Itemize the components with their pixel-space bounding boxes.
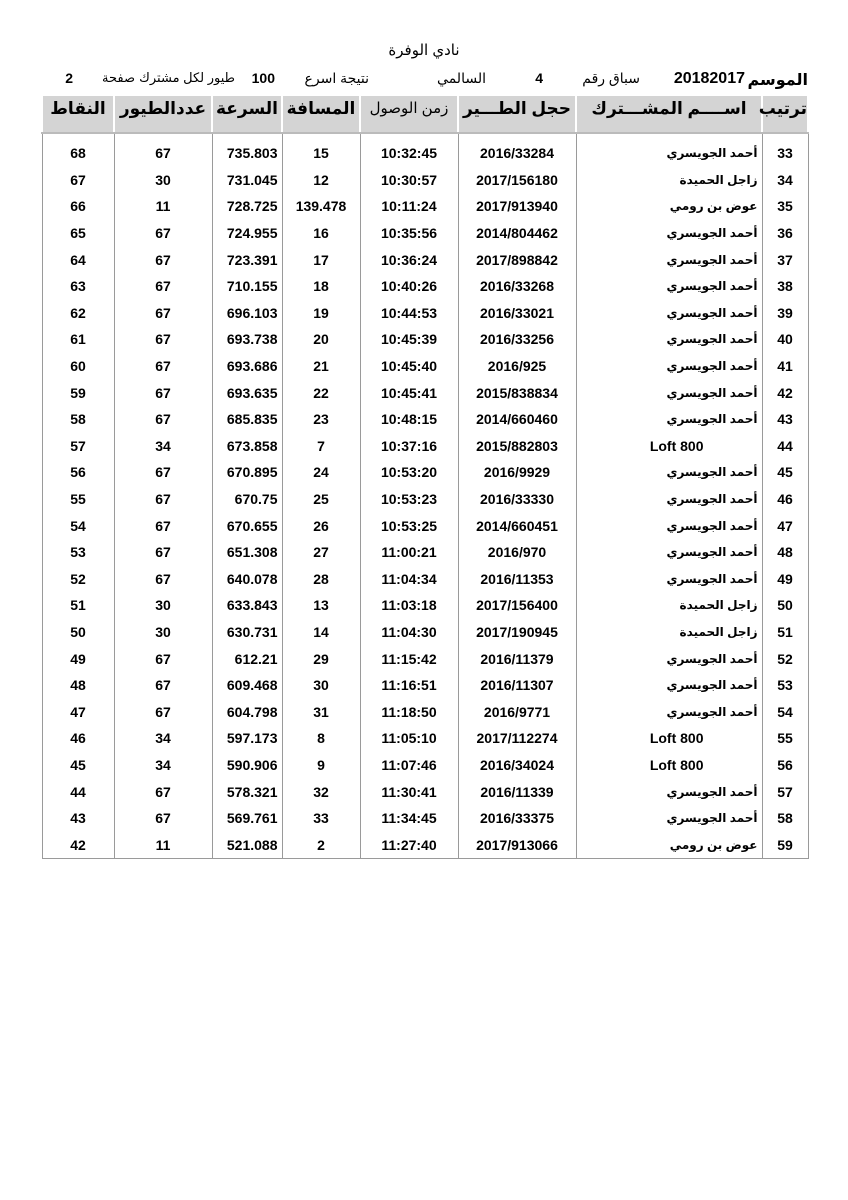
distance-cell: 23 bbox=[282, 406, 360, 433]
distance-cell: 8 bbox=[282, 725, 360, 752]
points-cell: 48 bbox=[42, 672, 114, 699]
speed-cell: 633.843 bbox=[212, 592, 282, 619]
participant-cell: أحمد الجويسري bbox=[576, 698, 762, 725]
points-cell: 67 bbox=[42, 167, 114, 194]
table-row bbox=[42, 805, 808, 832]
bird-count-cell: 34 bbox=[114, 433, 212, 460]
table-row bbox=[42, 246, 808, 273]
distance-cell: 29 bbox=[282, 645, 360, 672]
participant-cell: أحمد الجويسري bbox=[576, 300, 762, 327]
bird-count-cell: 67 bbox=[114, 406, 212, 433]
speed-cell: 569.761 bbox=[212, 805, 282, 832]
speed-cell: 685.835 bbox=[212, 406, 282, 433]
page-label: صفحة bbox=[102, 70, 135, 85]
participant-cell: أحمد الجويسري bbox=[576, 778, 762, 805]
arrival-time-cell: 11:15:42 bbox=[360, 645, 458, 672]
speed-cell: 735.803 bbox=[212, 133, 282, 167]
points-cell: 64 bbox=[42, 246, 114, 273]
col-name: اســــم المشـــترك bbox=[576, 96, 762, 133]
bird-count-cell: 67 bbox=[114, 273, 212, 300]
speed-cell: 693.738 bbox=[212, 326, 282, 353]
table-row bbox=[42, 486, 808, 513]
points-cell: 62 bbox=[42, 300, 114, 327]
table-row bbox=[42, 433, 808, 460]
participant-cell: Loft 800 bbox=[576, 433, 762, 460]
points-cell: 50 bbox=[42, 619, 114, 646]
distance-cell: 14 bbox=[282, 619, 360, 646]
points-cell: 49 bbox=[42, 645, 114, 672]
points-cell: 56 bbox=[42, 459, 114, 486]
points-cell: 57 bbox=[42, 433, 114, 460]
distance-cell: 25 bbox=[282, 486, 360, 513]
results-table bbox=[41, 96, 809, 859]
distance-cell: 21 bbox=[282, 353, 360, 380]
rank-cell: 34 bbox=[762, 167, 808, 194]
col-speed: السرعة bbox=[212, 96, 282, 133]
arrival-time-cell: 10:37:16 bbox=[360, 433, 458, 460]
rank-cell: 33 bbox=[762, 133, 808, 167]
result-label: نتيجة اسرع bbox=[304, 70, 369, 86]
rank-cell: 45 bbox=[762, 459, 808, 486]
arrival-time-cell: 10:45:39 bbox=[360, 326, 458, 353]
ring-cell: 2017/913940 bbox=[458, 193, 576, 220]
arrival-time-cell: 11:04:34 bbox=[360, 566, 458, 593]
ring-cell: 2016/33284 bbox=[458, 133, 576, 167]
col-time: زمن الوصول bbox=[360, 96, 458, 133]
table-row bbox=[42, 326, 808, 353]
speed-cell: 651.308 bbox=[212, 539, 282, 566]
participant-cell: زاجل الحميدة bbox=[576, 592, 762, 619]
arrival-time-cell: 10:36:24 bbox=[360, 246, 458, 273]
arrival-time-cell: 11:34:45 bbox=[360, 805, 458, 832]
ring-cell: 2016/925 bbox=[458, 353, 576, 380]
distance-cell: 2 bbox=[282, 831, 360, 858]
table-body bbox=[42, 133, 808, 859]
participant-cell: أحمد الجويسري bbox=[576, 805, 762, 832]
points-cell: 63 bbox=[42, 273, 114, 300]
bird-count-cell: 67 bbox=[114, 566, 212, 593]
bird-count-cell: 34 bbox=[114, 725, 212, 752]
ring-cell: 2016/33021 bbox=[458, 300, 576, 327]
table-row bbox=[42, 353, 808, 380]
ring-cell: 2016/11379 bbox=[458, 645, 576, 672]
rank-cell: 35 bbox=[762, 193, 808, 220]
ring-cell: 2015/838834 bbox=[458, 379, 576, 406]
speed-cell: 521.088 bbox=[212, 831, 282, 858]
ring-cell: 2016/11307 bbox=[458, 672, 576, 699]
rank-cell: 52 bbox=[762, 645, 808, 672]
bird-count-cell: 30 bbox=[114, 592, 212, 619]
participant-cell: زاجل الحميدة bbox=[576, 619, 762, 646]
bird-count-cell: 67 bbox=[114, 459, 212, 486]
bird-count-cell: 30 bbox=[114, 619, 212, 646]
participant-cell: أحمد الجويسري bbox=[576, 406, 762, 433]
points-cell: 58 bbox=[42, 406, 114, 433]
bird-count-cell: 67 bbox=[114, 512, 212, 539]
bird-count-cell: 67 bbox=[114, 486, 212, 513]
col-count: عددالطيور bbox=[114, 96, 212, 133]
bird-count-cell: 30 bbox=[114, 167, 212, 194]
points-cell: 46 bbox=[42, 725, 114, 752]
table-row bbox=[42, 645, 808, 672]
distance-cell: 33 bbox=[282, 805, 360, 832]
rank-cell: 47 bbox=[762, 512, 808, 539]
speed-cell: 578.321 bbox=[212, 778, 282, 805]
table-row bbox=[42, 672, 808, 699]
table-row bbox=[42, 133, 808, 167]
points-cell: 44 bbox=[42, 778, 114, 805]
bird-count-cell: 67 bbox=[114, 300, 212, 327]
table-row bbox=[42, 406, 808, 433]
table-row bbox=[42, 193, 808, 220]
rank-cell: 50 bbox=[762, 592, 808, 619]
distance-cell: 9 bbox=[282, 752, 360, 779]
table-row bbox=[42, 592, 808, 619]
rank-cell: 58 bbox=[762, 805, 808, 832]
col-ring: حجل الطـــير bbox=[458, 96, 576, 133]
ring-cell: 2016/9929 bbox=[458, 459, 576, 486]
distance-cell: 28 bbox=[282, 566, 360, 593]
participant-cell: Loft 800 bbox=[576, 752, 762, 779]
rank-cell: 36 bbox=[762, 220, 808, 247]
bird-count-cell: 67 bbox=[114, 353, 212, 380]
rank-cell: 40 bbox=[762, 326, 808, 353]
bird-count-cell: 67 bbox=[114, 246, 212, 273]
speed-cell: 640.078 bbox=[212, 566, 282, 593]
rank-cell: 43 bbox=[762, 406, 808, 433]
distance-cell: 32 bbox=[282, 778, 360, 805]
rank-cell: 44 bbox=[762, 433, 808, 460]
participant-cell: أحمد الجويسري bbox=[576, 246, 762, 273]
points-cell: 66 bbox=[42, 193, 114, 220]
distance-cell: 22 bbox=[282, 379, 360, 406]
col-points: النقاط bbox=[42, 96, 114, 133]
race-label: سباق رقم bbox=[582, 70, 640, 86]
ring-cell: 2017/156400 bbox=[458, 592, 576, 619]
participant-cell: أحمد الجويسري bbox=[576, 566, 762, 593]
ring-cell: 2016/9771 bbox=[458, 698, 576, 725]
participant-cell: عوض بن رومي bbox=[576, 193, 762, 220]
arrival-time-cell: 10:45:41 bbox=[360, 379, 458, 406]
rank-cell: 53 bbox=[762, 672, 808, 699]
bird-count-cell: 34 bbox=[114, 752, 212, 779]
participant-cell: أحمد الجويسري bbox=[576, 486, 762, 513]
table-row bbox=[42, 566, 808, 593]
rank-cell: 38 bbox=[762, 273, 808, 300]
distance-cell: 31 bbox=[282, 698, 360, 725]
speed-cell: 723.391 bbox=[212, 246, 282, 273]
ring-cell: 2016/33375 bbox=[458, 805, 576, 832]
speed-cell: 670.655 bbox=[212, 512, 282, 539]
table-row bbox=[42, 459, 808, 486]
table-row bbox=[42, 167, 808, 194]
arrival-time-cell: 10:30:57 bbox=[360, 167, 458, 194]
ring-cell: 2016/11339 bbox=[458, 778, 576, 805]
arrival-time-cell: 10:40:26 bbox=[360, 273, 458, 300]
table-row bbox=[42, 725, 808, 752]
arrival-time-cell: 11:00:21 bbox=[360, 539, 458, 566]
distance-cell: 15 bbox=[282, 133, 360, 167]
points-cell: 42 bbox=[42, 831, 114, 858]
points-cell: 47 bbox=[42, 698, 114, 725]
participant-cell: أحمد الجويسري bbox=[576, 539, 762, 566]
ring-cell: 2017/112274 bbox=[458, 725, 576, 752]
table-header-row bbox=[42, 96, 808, 133]
speed-cell: 731.045 bbox=[212, 167, 282, 194]
distance-cell: 17 bbox=[282, 246, 360, 273]
points-cell: 45 bbox=[42, 752, 114, 779]
distance-cell: 27 bbox=[282, 539, 360, 566]
season-value: 20182017 bbox=[673, 70, 745, 87]
season-label: الموسم bbox=[747, 72, 808, 89]
distance-cell: 20 bbox=[282, 326, 360, 353]
ring-cell: 2017/913066 bbox=[458, 831, 576, 858]
table-row bbox=[42, 752, 808, 779]
result-count: 100 bbox=[251, 70, 275, 86]
bird-count-cell: 67 bbox=[114, 379, 212, 406]
distance-cell: 18 bbox=[282, 273, 360, 300]
distance-cell: 12 bbox=[282, 167, 360, 194]
table-row bbox=[42, 539, 808, 566]
arrival-time-cell: 10:45:40 bbox=[360, 353, 458, 380]
distance-cell: 139.478 bbox=[282, 193, 360, 220]
speed-cell: 590.906 bbox=[212, 752, 282, 779]
distance-cell: 7 bbox=[282, 433, 360, 460]
arrival-time-cell: 11:30:41 bbox=[360, 778, 458, 805]
ring-cell: 2017/190945 bbox=[458, 619, 576, 646]
table-row bbox=[42, 220, 808, 247]
arrival-time-cell: 10:53:25 bbox=[360, 512, 458, 539]
rank-cell: 59 bbox=[762, 831, 808, 858]
table-row bbox=[42, 778, 808, 805]
points-cell: 51 bbox=[42, 592, 114, 619]
ring-cell: 2016/34024 bbox=[458, 752, 576, 779]
rank-cell: 56 bbox=[762, 752, 808, 779]
page-number: 2 bbox=[65, 70, 73, 86]
participant-cell: عوض بن رومي bbox=[576, 831, 762, 858]
speed-cell: 673.858 bbox=[212, 433, 282, 460]
bird-count-cell: 67 bbox=[114, 672, 212, 699]
rank-cell: 48 bbox=[762, 539, 808, 566]
race-number: 4 bbox=[535, 70, 543, 86]
participant-cell: أحمد الجويسري bbox=[576, 326, 762, 353]
speed-cell: 609.468 bbox=[212, 672, 282, 699]
participant-cell: أحمد الجويسري bbox=[576, 645, 762, 672]
speed-cell: 724.955 bbox=[212, 220, 282, 247]
arrival-time-cell: 10:48:15 bbox=[360, 406, 458, 433]
points-cell: 55 bbox=[42, 486, 114, 513]
arrival-time-cell: 11:27:40 bbox=[360, 831, 458, 858]
rank-cell: 49 bbox=[762, 566, 808, 593]
arrival-time-cell: 11:16:51 bbox=[360, 672, 458, 699]
table-row bbox=[42, 379, 808, 406]
arrival-time-cell: 11:05:10 bbox=[360, 725, 458, 752]
bird-count-cell: 67 bbox=[114, 133, 212, 167]
ring-cell: 2014/660460 bbox=[458, 406, 576, 433]
rank-cell: 55 bbox=[762, 725, 808, 752]
speed-cell: 693.686 bbox=[212, 353, 282, 380]
points-cell: 60 bbox=[42, 353, 114, 380]
rank-cell: 57 bbox=[762, 778, 808, 805]
rank-cell: 51 bbox=[762, 619, 808, 646]
table-row bbox=[42, 698, 808, 725]
rank-cell: 41 bbox=[762, 353, 808, 380]
ring-cell: 2016/33330 bbox=[458, 486, 576, 513]
rank-cell: 39 bbox=[762, 300, 808, 327]
distance-cell: 13 bbox=[282, 592, 360, 619]
speed-cell: 630.731 bbox=[212, 619, 282, 646]
participant-cell: زاجل الحميدة bbox=[576, 167, 762, 194]
table-row bbox=[42, 300, 808, 327]
ring-cell: 2016/33268 bbox=[458, 273, 576, 300]
bird-count-cell: 11 bbox=[114, 193, 212, 220]
bird-count-cell: 67 bbox=[114, 220, 212, 247]
participant-cell: أحمد الجويسري bbox=[576, 220, 762, 247]
participant-cell: أحمد الجويسري bbox=[576, 672, 762, 699]
arrival-time-cell: 11:04:30 bbox=[360, 619, 458, 646]
participant-cell: Loft 800 bbox=[576, 725, 762, 752]
participant-cell: أحمد الجويسري bbox=[576, 353, 762, 380]
points-cell: 59 bbox=[42, 379, 114, 406]
ring-cell: 2016/11353 bbox=[458, 566, 576, 593]
ring-cell: 2014/660451 bbox=[458, 512, 576, 539]
rank-cell: 46 bbox=[762, 486, 808, 513]
rank-cell: 37 bbox=[762, 246, 808, 273]
ring-cell: 2016/970 bbox=[458, 539, 576, 566]
bird-count-cell: 67 bbox=[114, 326, 212, 353]
rank-cell: 54 bbox=[762, 698, 808, 725]
arrival-time-cell: 10:35:56 bbox=[360, 220, 458, 247]
bird-count-cell: 67 bbox=[114, 698, 212, 725]
speed-cell: 670.895 bbox=[212, 459, 282, 486]
arrival-time-cell: 10:53:20 bbox=[360, 459, 458, 486]
distance-cell: 30 bbox=[282, 672, 360, 699]
ring-cell: 2017/156180 bbox=[458, 167, 576, 194]
points-cell: 68 bbox=[42, 133, 114, 167]
points-cell: 52 bbox=[42, 566, 114, 593]
birds-per-label: طيور لكل مشترك bbox=[139, 70, 235, 85]
ring-cell: 2014/804462 bbox=[458, 220, 576, 247]
col-rank: ترتيب bbox=[762, 96, 808, 133]
speed-cell: 604.798 bbox=[212, 698, 282, 725]
ring-cell: 2016/33256 bbox=[458, 326, 576, 353]
points-cell: 53 bbox=[42, 539, 114, 566]
ring-cell: 2017/898842 bbox=[458, 246, 576, 273]
bird-count-cell: 67 bbox=[114, 645, 212, 672]
race-location: السالمي bbox=[437, 70, 486, 86]
col-distance: المسافة bbox=[282, 96, 360, 133]
table-row bbox=[42, 619, 808, 646]
bird-count-cell: 67 bbox=[114, 778, 212, 805]
arrival-time-cell: 10:11:24 bbox=[360, 193, 458, 220]
participant-cell: أحمد الجويسري bbox=[576, 133, 762, 167]
rank-cell: 42 bbox=[762, 379, 808, 406]
bird-count-cell: 11 bbox=[114, 831, 212, 858]
distance-cell: 26 bbox=[282, 512, 360, 539]
table-row bbox=[42, 273, 808, 300]
speed-cell: 670.75 bbox=[212, 486, 282, 513]
table-row bbox=[42, 831, 808, 858]
arrival-time-cell: 10:32:45 bbox=[360, 133, 458, 167]
points-cell: 65 bbox=[42, 220, 114, 247]
participant-cell: أحمد الجويسري bbox=[576, 512, 762, 539]
points-cell: 61 bbox=[42, 326, 114, 353]
speed-cell: 597.173 bbox=[212, 725, 282, 752]
distance-cell: 19 bbox=[282, 300, 360, 327]
distance-cell: 16 bbox=[282, 220, 360, 247]
participant-cell: أحمد الجويسري bbox=[576, 459, 762, 486]
points-cell: 54 bbox=[42, 512, 114, 539]
distance-cell: 24 bbox=[282, 459, 360, 486]
bird-count-cell: 67 bbox=[114, 539, 212, 566]
points-cell: 43 bbox=[42, 805, 114, 832]
arrival-time-cell: 10:44:53 bbox=[360, 300, 458, 327]
table-row bbox=[42, 512, 808, 539]
speed-cell: 696.103 bbox=[212, 300, 282, 327]
participant-cell: أحمد الجويسري bbox=[576, 379, 762, 406]
arrival-time-cell: 11:03:18 bbox=[360, 592, 458, 619]
bird-count-cell: 67 bbox=[114, 805, 212, 832]
speed-cell: 728.725 bbox=[212, 193, 282, 220]
speed-cell: 710.155 bbox=[212, 273, 282, 300]
arrival-time-cell: 11:07:46 bbox=[360, 752, 458, 779]
ring-cell: 2015/882803 bbox=[458, 433, 576, 460]
arrival-time-cell: 10:53:23 bbox=[360, 486, 458, 513]
club-name: نادي الوفرة bbox=[388, 42, 460, 59]
participant-cell: أحمد الجويسري bbox=[576, 273, 762, 300]
speed-cell: 693.635 bbox=[212, 379, 282, 406]
speed-cell: 612.21 bbox=[212, 645, 282, 672]
arrival-time-cell: 11:18:50 bbox=[360, 698, 458, 725]
